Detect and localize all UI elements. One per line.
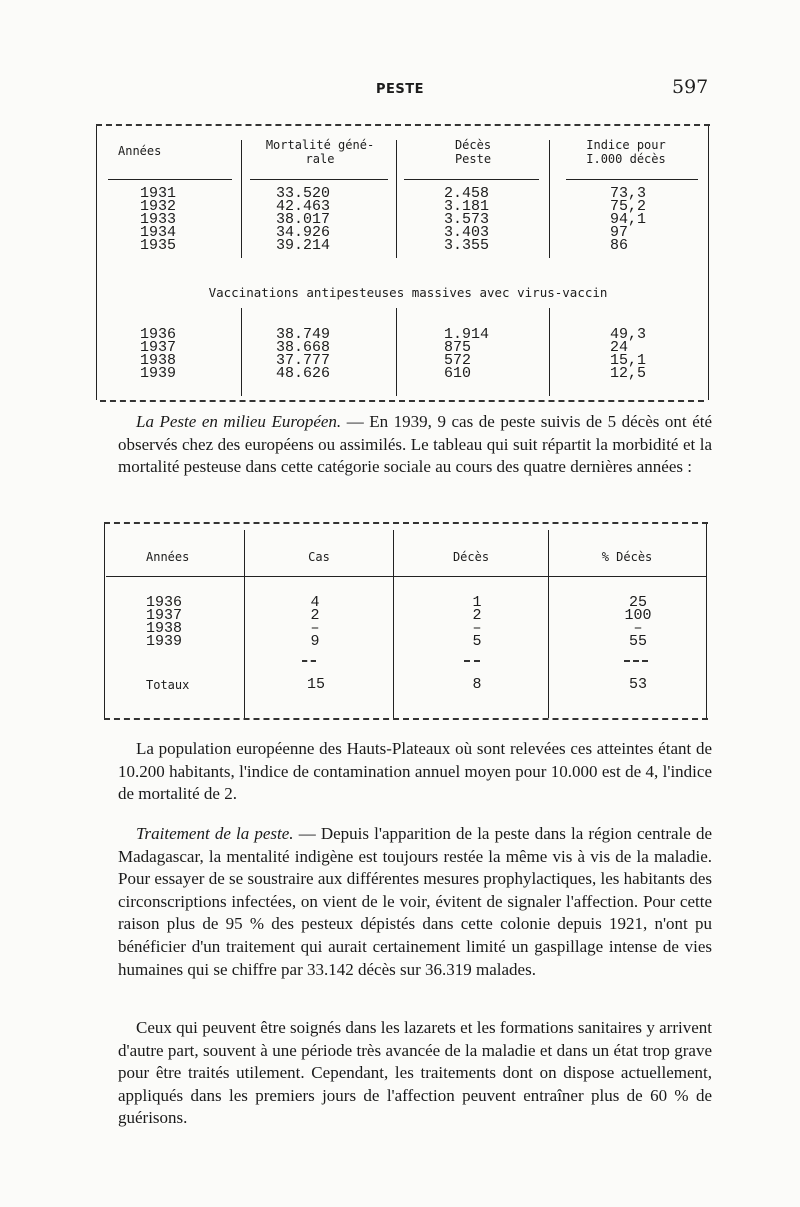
- sum-separator: [624, 660, 648, 662]
- cell: 100: [624, 607, 652, 624]
- column-divider: [244, 530, 245, 718]
- header-percent-deaths: % Décès: [601, 550, 653, 564]
- cell: 37.777: [276, 352, 331, 369]
- header-plague-deaths: Décès Peste: [454, 138, 492, 166]
- cell: 1936: [146, 594, 183, 611]
- cell: 1939: [140, 365, 177, 382]
- column-divider: [241, 140, 242, 258]
- cell: 24: [610, 339, 629, 356]
- cell: 572: [444, 352, 472, 369]
- paragraph-plague-treatment: [118, 823, 712, 981]
- cell: 1.914: [444, 326, 490, 343]
- running-head: PESTE: [375, 82, 425, 97]
- table-left-border: [104, 524, 105, 720]
- header-years: Années: [118, 144, 162, 158]
- cell: 1931: [140, 185, 177, 202]
- header-deaths: Décès: [452, 550, 490, 564]
- cell: 1939: [146, 633, 183, 650]
- years-column: [146, 596, 182, 648]
- vaccination-section-title: Vaccinations antipesteuses massives avec virus-vaccin: [208, 285, 608, 300]
- cell: 55: [628, 633, 647, 650]
- years-column: [140, 187, 176, 252]
- column-divider: [396, 308, 397, 396]
- cell: –: [472, 620, 482, 637]
- paragraph-text: — Depuis l'apparition de la peste dans la région centrale de Madagascar, la mentalité indigène est toujours restée la même vis à vis de la maladie. Pour essayer de se soustraire aux différentes mesures prophylactiques, les habitants des circonscriptions infectées, on vient de le voir, évitent de signaler l'affection. Pour cette raison plus de 95 % des pesteux dépistés dans cette colonie depuis 1921, n'ont pu bénéficier d'un traitement qui aurait certainement limité un gaspillage intense de vies humaines qui se chiffre par 33.142 décès sur 36.319 malades.: [118, 824, 712, 979]
- header-underline: [106, 576, 706, 577]
- cell: 97: [610, 224, 629, 241]
- column-divider: [548, 530, 549, 718]
- cell: 2.458: [444, 185, 490, 202]
- total-percent: 53: [628, 676, 647, 693]
- cell: 39.214: [276, 237, 331, 254]
- column-divider: [393, 530, 394, 718]
- cell: 610: [444, 365, 472, 382]
- cell: 1935: [140, 237, 177, 254]
- mortality-column: [276, 328, 330, 380]
- sum-separator: [302, 660, 316, 662]
- paragraph-lazarets: Ceux qui peuvent être soignés dans les lazarets et les formations sanitaires y arrivent d'autre part, souvent à une période très avancée de la maladie et dans un état trop grave pour être traités utilement. Cependant, les traitements dont on dispose actuellement, appliqués dans les premiers jours de l'affection peuvent entraîner plus de 60 % de guérisons.: [118, 1018, 712, 1128]
- cell: 1938: [146, 620, 183, 637]
- cell: 3.355: [444, 237, 490, 254]
- cell: –: [310, 620, 320, 637]
- table-right-border: [708, 126, 709, 400]
- cell: 9: [310, 633, 320, 650]
- plague-deaths-column: [444, 187, 489, 252]
- cell: 2: [310, 607, 320, 624]
- cell: 12,5: [610, 365, 647, 382]
- table-left-border: [96, 126, 97, 400]
- column-divider: [396, 140, 397, 258]
- header-underline: [250, 179, 388, 180]
- paragraph-text: — En 1939, 9 cas de peste suivis de 5 décès ont été observés chez des européens ou assimilés. Le tableau qui suit répartit la morbidité et la mortalité pesteuse dans cette catégorie sociale au cours des quatre dernières années :: [118, 412, 713, 477]
- cell: 2: [472, 607, 482, 624]
- years-column: [140, 328, 176, 380]
- cell: 49,3: [610, 326, 647, 343]
- cell: 33.520: [276, 185, 331, 202]
- cell: 15,1: [610, 352, 647, 369]
- paragraph-population-index: La population européenne des Hauts-Plateaux où sont relevées ces atteintes étant de 10.200 habitants, l'indice de contamination annuel moyen pour 10.000 est de 4, l'indice de mortalité de 2.: [118, 739, 712, 804]
- sum-separator: [464, 660, 480, 662]
- cell: 3.403: [444, 224, 490, 241]
- header-mortality: Mortalité géné- rale: [265, 138, 375, 166]
- cell: 94,1: [610, 211, 647, 228]
- table-bottom-border: [100, 400, 704, 402]
- cell: 5: [472, 633, 482, 650]
- table-bottom-border: [104, 718, 708, 720]
- page-number: 597: [672, 76, 709, 98]
- cell: 1937: [146, 607, 183, 624]
- cell: 48.626: [276, 365, 331, 382]
- column-divider: [241, 308, 242, 396]
- deaths-column: [462, 596, 492, 648]
- cell: 38.017: [276, 211, 331, 228]
- index-column: [610, 187, 646, 252]
- header-underline: [108, 179, 232, 180]
- index-column: [610, 328, 646, 380]
- paragraph-lead: La Peste en milieu Européen.: [136, 412, 342, 431]
- cell: 1938: [140, 352, 177, 369]
- percent-column: [618, 596, 658, 648]
- cell: –: [633, 620, 643, 637]
- column-divider: [549, 308, 550, 396]
- header-cases: Cas: [308, 550, 330, 564]
- header-underline: [404, 179, 539, 180]
- cell: 1932: [140, 198, 177, 215]
- header-years: Années: [146, 550, 190, 564]
- table-top-border: [96, 124, 710, 126]
- cell: 38.749: [276, 326, 331, 343]
- total-deaths: 8: [472, 676, 482, 693]
- paragraph-lead: Traitement de la peste.: [136, 824, 294, 843]
- cell: 42.463: [276, 198, 331, 215]
- cell: 1: [472, 594, 482, 611]
- cell: 38.668: [276, 339, 331, 356]
- cell: 3.181: [444, 198, 490, 215]
- cases-column: [300, 596, 330, 648]
- cell: 1937: [140, 339, 177, 356]
- header-index: Indice pour I.000 décès: [586, 138, 666, 166]
- total-cases: 15: [306, 676, 325, 693]
- table-right-border: [706, 524, 707, 720]
- cell: 1933: [140, 211, 177, 228]
- cell: 4: [310, 594, 320, 611]
- cell: 86: [610, 237, 629, 254]
- table-top-border: [104, 522, 708, 524]
- column-divider: [549, 140, 550, 258]
- cell: 1934: [140, 224, 177, 241]
- cell: 875: [444, 339, 472, 356]
- cell: 73,3: [610, 185, 647, 202]
- paragraph-european-plague: [118, 411, 712, 479]
- cell: 25: [628, 594, 647, 611]
- mortality-column: [276, 187, 330, 252]
- cell: 1936: [140, 326, 177, 343]
- plague-deaths-column: [444, 328, 489, 380]
- cell: 3.573: [444, 211, 490, 228]
- totals-label: Totaux: [146, 678, 190, 692]
- cell: 75,2: [610, 198, 647, 215]
- cell: 34.926: [276, 224, 331, 241]
- header-underline: [566, 179, 698, 180]
